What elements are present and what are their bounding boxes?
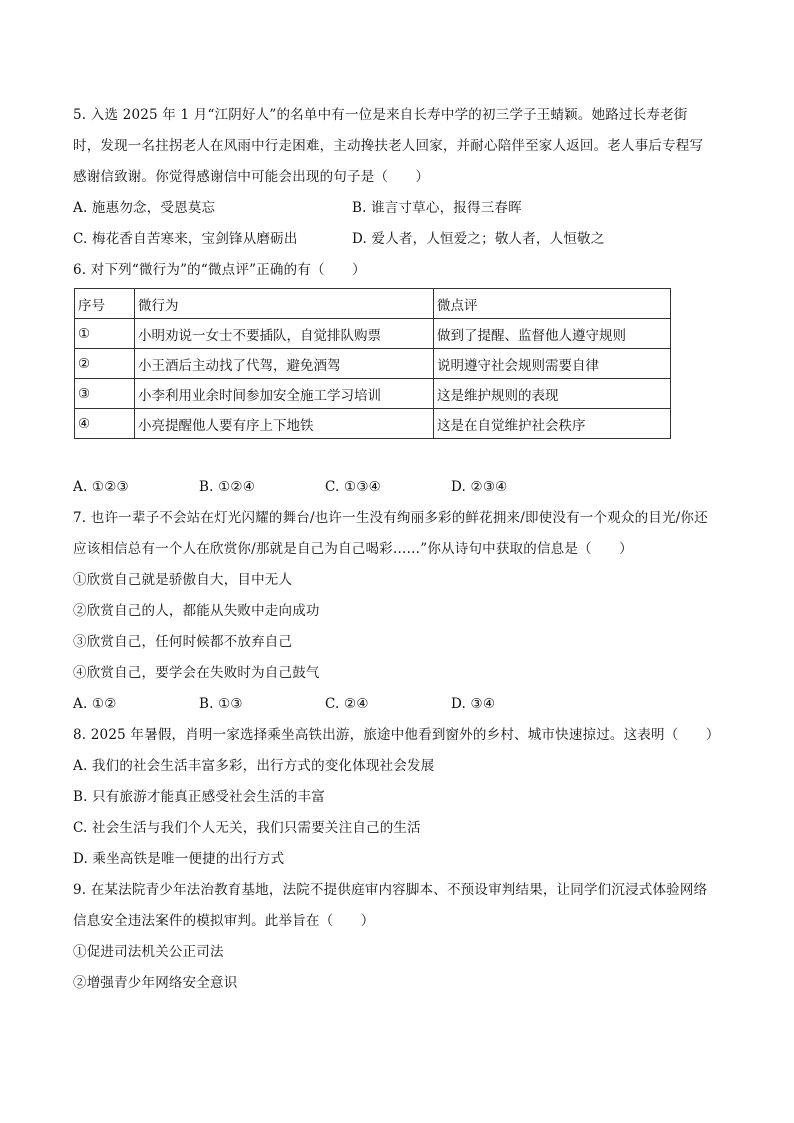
table-cell: 这是在自觉维护社会秩序	[434, 409, 671, 439]
table-row	[75, 349, 671, 379]
table-cell: 说明遵守社会规则需要自律	[434, 349, 671, 379]
question-7-statement-2: ②欣赏自己的人，都能从失败中走向成功	[73, 603, 320, 619]
question-6	[73, 255, 723, 503]
question-6-option-b[interactable]: B. ①②④	[199, 479, 256, 495]
table-header-cell: 序号	[75, 289, 135, 319]
question-7-option-a[interactable]: A. ①②	[73, 696, 117, 712]
question-7-stem-line-1: 7. 也许一辈子不会站在灯光闪耀的舞台/也许一生没有绚丽多彩的鲜花拥来/即使没有一个观众的目光/你还	[73, 510, 708, 526]
question-9	[73, 875, 723, 999]
question-9-statement-1: ①促进司法机关公正司法	[73, 944, 224, 960]
question-9-stem-line-1: 9. 在某法院青少年法治教育基地，法院不提供庭审内容脚本、不预设审判结果，让同学们沉浸式体验网络	[73, 882, 708, 898]
question-9-stem-line-2: 信息安全违法案件的模拟审判。此举旨在（ ）	[73, 913, 375, 929]
question-8	[73, 720, 723, 875]
table-header-cell: 微点评	[434, 289, 671, 319]
table-header-row	[75, 289, 671, 319]
question-8-stem: 8. 2025 年暑假，肖明一家选择乘坐高铁出游，旅途中他看到窗外的乡村、城市快速掠过。这表明（ ）	[73, 727, 720, 743]
question-8-option-c[interactable]: C. 社会生活与我们个人无关，我们只需要关注自己的生活	[73, 820, 421, 836]
table-cell: ③	[75, 379, 135, 409]
question-5-stem-line-2: 时，发现一名拄拐老人在风雨中行走困难，主动搀扶老人回家，并耐心陪伴至家人返回。老人事后专程写	[73, 138, 704, 154]
question-5-option-d[interactable]: D. 爱人者，人恒爱之；敬人者，人恒敬之	[352, 231, 605, 247]
question-5-options-row-1	[73, 193, 723, 224]
question-5-option-c[interactable]: C. 梅花香自苦寒来，宝剑锋从磨砺出	[73, 231, 298, 247]
question-8-option-d[interactable]: D. 乘坐高铁是唯一便捷的出行方式	[73, 851, 285, 867]
question-5	[73, 100, 723, 255]
question-6-stem: 6. 对下列“微行为”的“微点评”正确的有（ ）	[73, 262, 366, 278]
question-7-statement-1: ①欣赏自己就是骄傲自大，目中无人	[73, 572, 293, 588]
question-5-stem-line-3: 感谢信致谢。你觉得感谢信中可能会出现的句子是（ ）	[73, 169, 430, 185]
table-header-cell: 微行为	[135, 289, 434, 319]
table-cell: 小李利用业余时间参加安全施工学习培训	[135, 379, 434, 409]
table-cell: 小亮提醒他人要有序上下地铁	[135, 409, 434, 439]
question-7-option-c[interactable]: C. ②④	[325, 696, 369, 712]
question-7-options	[73, 689, 723, 720]
question-7-statement-3: ③欣赏自己，任何时候都不放弃自己	[73, 634, 293, 650]
table-cell: ②	[75, 349, 135, 379]
question-5-stem-line-1: 5. 入选 2025 年 1 月“江阴好人”的名单中有一位是来自长寿中学的初三学子王蜻颖。她路过长寿老街	[73, 107, 688, 123]
table-cell: 这是维护规则的表现	[434, 379, 671, 409]
table-cell: ①	[75, 319, 135, 349]
table-row	[75, 379, 671, 409]
question-6-table	[74, 288, 671, 439]
question-6-options	[73, 472, 723, 503]
table-cell: 小王酒后主动找了代驾，避免酒驾	[135, 349, 434, 379]
table-cell: 小明劝说一女士不要插队，自觉排队购票	[135, 319, 434, 349]
question-5-options-row-2	[73, 224, 723, 255]
question-5-option-b[interactable]: B. 谁言寸草心，报得三春晖	[352, 200, 522, 216]
question-7-stem-line-2: 应该相信总有一个人在欣赏你/那就是自己为自己喝彩……”你从诗句中获取的信息是（ ）	[73, 541, 633, 557]
question-7-statement-4: ④欣赏自己，要学会在失败时为自己鼓气	[73, 665, 320, 681]
question-9-statement-2: ②增强青少年网络安全意识	[73, 975, 238, 991]
table-row	[75, 409, 671, 439]
question-7	[73, 503, 723, 720]
question-6-option-d[interactable]: D. ②③④	[451, 479, 508, 495]
question-8-option-b[interactable]: B. 只有旅游才能真正感受社会生活的丰富	[73, 789, 326, 805]
question-7-option-d[interactable]: D. ③④	[451, 696, 496, 712]
table-cell: 做到了提醒、监督他人遵守规则	[434, 319, 671, 349]
question-6-option-a[interactable]: A. ①②③	[73, 479, 129, 495]
question-7-option-b[interactable]: B. ①③	[199, 696, 243, 712]
question-5-option-a[interactable]: A. 施惠勿念，受恩莫忘	[73, 200, 216, 216]
question-6-option-c[interactable]: C. ①③④	[325, 479, 381, 495]
table-cell: ④	[75, 409, 135, 439]
question-8-option-a[interactable]: A. 我们的社会生活丰富多彩，出行方式的变化体现社会发展	[73, 758, 435, 774]
exam-content	[73, 100, 723, 999]
table-row	[75, 319, 671, 349]
